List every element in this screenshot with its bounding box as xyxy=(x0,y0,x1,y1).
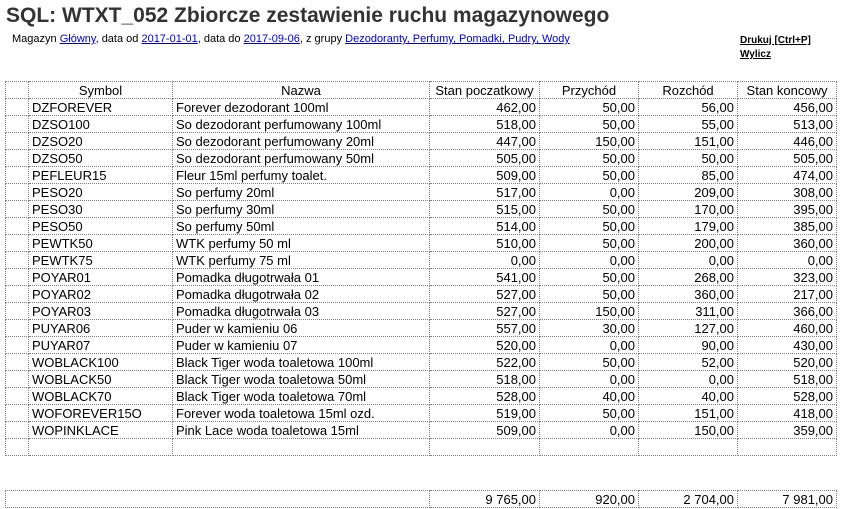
issues-cell: 50,00 xyxy=(639,150,738,167)
symbol-cell: DZSO20 xyxy=(29,133,173,150)
symbol-cell: WOFOREVER15O xyxy=(29,405,173,422)
name-cell: So perfumy 50ml xyxy=(173,218,430,235)
table-row[interactable] xyxy=(6,184,837,201)
column-header-issues[interactable]: Rozchód xyxy=(639,82,738,99)
row-spacer xyxy=(6,116,29,133)
date-from-link[interactable]: 2017-01-01 xyxy=(141,33,198,45)
total-opening-stock: 9 765,00 xyxy=(430,491,540,508)
receipts-cell: 50,00 xyxy=(540,286,639,303)
name-cell: So dezodorant perfumowany 20ml xyxy=(173,133,430,150)
issues-cell: 0,00 xyxy=(639,252,738,269)
row-spacer xyxy=(6,218,29,235)
column-header-closing-stock[interactable]: Stan koncowy xyxy=(738,82,837,99)
empty-cell xyxy=(29,439,173,456)
warehouse-link[interactable]: Główny xyxy=(59,33,96,45)
warehouse-label: Magazyn xyxy=(12,33,60,45)
movement-table xyxy=(5,81,837,456)
symbol-cell: DZSO50 xyxy=(29,150,173,167)
groups-label: , z grupy xyxy=(299,33,346,45)
name-cell: Fleur 15ml perfumy toalet. xyxy=(173,167,430,184)
totals-table xyxy=(5,490,837,508)
symbol-cell: POYAR03 xyxy=(29,303,173,320)
opening-stock-cell: 462,00 xyxy=(430,99,540,116)
closing-stock-cell: 359,00 xyxy=(738,422,837,439)
issues-cell: 209,00 xyxy=(639,184,738,201)
opening-stock-cell: 515,00 xyxy=(430,201,540,218)
receipts-cell: 0,00 xyxy=(540,337,639,354)
empty-row xyxy=(6,439,837,456)
issues-cell: 127,00 xyxy=(639,320,738,337)
column-header-receipts[interactable]: Przychód xyxy=(540,82,639,99)
name-cell: Pomadka długotrwała 03 xyxy=(173,303,430,320)
table-row[interactable] xyxy=(6,422,837,439)
table-row[interactable] xyxy=(6,235,837,252)
table-row[interactable] xyxy=(6,218,837,235)
closing-stock-cell: 418,00 xyxy=(738,405,837,422)
receipts-cell: 0,00 xyxy=(540,371,639,388)
row-spacer xyxy=(6,99,29,116)
name-cell: WTK perfumy 75 ml xyxy=(173,252,430,269)
print-button[interactable]: Drukuj [Ctrl+P] xyxy=(740,35,811,46)
closing-stock-cell: 395,00 xyxy=(738,201,837,218)
opening-stock-cell: 528,00 xyxy=(430,388,540,405)
closing-stock-cell: 323,00 xyxy=(738,269,837,286)
issues-cell: 56,00 xyxy=(639,99,738,116)
table-row[interactable] xyxy=(6,286,837,303)
closing-stock-cell: 0,00 xyxy=(738,252,837,269)
issues-cell: 150,00 xyxy=(639,422,738,439)
opening-stock-cell: 510,00 xyxy=(430,235,540,252)
name-cell: Pink Lace woda toaletowa 15ml xyxy=(173,422,430,439)
receipts-cell: 50,00 xyxy=(540,99,639,116)
empty-cell xyxy=(430,439,540,456)
opening-stock-cell: 509,00 xyxy=(430,422,540,439)
row-spacer xyxy=(6,269,29,286)
row-spacer xyxy=(6,235,29,252)
table-row[interactable] xyxy=(6,269,837,286)
closing-stock-cell: 360,00 xyxy=(738,235,837,252)
row-spacer xyxy=(6,150,29,167)
row-spacer xyxy=(6,133,29,150)
row-spacer xyxy=(6,320,29,337)
table-header-row xyxy=(6,82,837,99)
opening-stock-cell: 517,00 xyxy=(430,184,540,201)
empty-cell xyxy=(6,439,29,456)
issues-cell: 151,00 xyxy=(639,133,738,150)
table-row[interactable] xyxy=(6,167,837,184)
empty-cell xyxy=(173,439,430,456)
totals-row xyxy=(6,491,837,508)
opening-stock-cell: 518,00 xyxy=(430,116,540,133)
closing-stock-cell: 528,00 xyxy=(738,388,837,405)
report-parameters xyxy=(12,33,570,45)
receipts-cell: 50,00 xyxy=(540,150,639,167)
symbol-cell: WOBLACK100 xyxy=(29,354,173,371)
table-row[interactable] xyxy=(6,320,837,337)
opening-stock-cell: 520,00 xyxy=(430,337,540,354)
name-cell: Forever woda toaletowa 15ml ozd. xyxy=(173,405,430,422)
column-header-opening-stock[interactable]: Stan poczatkowy xyxy=(430,82,540,99)
issues-cell: 40,00 xyxy=(639,388,738,405)
empty-cell xyxy=(639,439,738,456)
receipts-cell: 50,00 xyxy=(540,167,639,184)
column-header-name[interactable]: Nazwa xyxy=(173,82,430,99)
closing-stock-cell: 518,00 xyxy=(738,371,837,388)
issues-cell: 360,00 xyxy=(639,286,738,303)
row-spacer xyxy=(6,201,29,218)
issues-cell: 0,00 xyxy=(639,371,738,388)
name-cell: Pomadka długotrwała 02 xyxy=(173,286,430,303)
closing-stock-cell: 217,00 xyxy=(738,286,837,303)
table-row[interactable] xyxy=(6,150,837,167)
closing-stock-cell: 474,00 xyxy=(738,167,837,184)
closing-stock-cell: 446,00 xyxy=(738,133,837,150)
name-cell: Black Tiger woda toaletowa 50ml xyxy=(173,371,430,388)
row-spacer xyxy=(6,337,29,354)
groups-link[interactable]: Dezodoranty, Perfumy, Pomadki, Pudry, Wody xyxy=(345,33,570,45)
column-header-symbol[interactable]: Symbol xyxy=(29,82,173,99)
name-cell: Black Tiger woda toaletowa 100ml xyxy=(173,354,430,371)
receipts-cell: 50,00 xyxy=(540,354,639,371)
opening-stock-cell: 505,00 xyxy=(430,150,540,167)
table-row[interactable] xyxy=(6,133,837,150)
opening-stock-cell: 509,00 xyxy=(430,167,540,184)
symbol-cell: DZSO100 xyxy=(29,116,173,133)
symbol-cell: PESO30 xyxy=(29,201,173,218)
date-to-label: , data do xyxy=(197,33,244,45)
row-spacer xyxy=(6,354,29,371)
row-spacer xyxy=(6,388,29,405)
row-spacer xyxy=(6,303,29,320)
header-spacer xyxy=(6,82,29,99)
closing-stock-cell: 308,00 xyxy=(738,184,837,201)
receipts-cell: 50,00 xyxy=(540,116,639,133)
symbol-cell: WOPINKLACE xyxy=(29,422,173,439)
opening-stock-cell: 522,00 xyxy=(430,354,540,371)
date-to-link[interactable]: 2017-09-06 xyxy=(243,33,300,45)
total-closing-stock: 7 981,00 xyxy=(738,491,837,508)
table-row[interactable] xyxy=(6,201,837,218)
closing-stock-cell: 520,00 xyxy=(738,354,837,371)
opening-stock-cell: 527,00 xyxy=(430,303,540,320)
row-spacer xyxy=(6,286,29,303)
name-cell: Black Tiger woda toaletowa 70ml xyxy=(173,388,430,405)
issues-cell: 170,00 xyxy=(639,201,738,218)
symbol-cell: DZFOREVER xyxy=(29,99,173,116)
closing-stock-cell: 460,00 xyxy=(738,320,837,337)
receipts-cell: 50,00 xyxy=(540,201,639,218)
symbol-cell: PEFLEUR15 xyxy=(29,167,173,184)
receipts-cell: 50,00 xyxy=(540,235,639,252)
row-spacer xyxy=(6,252,29,269)
row-spacer xyxy=(6,422,29,439)
name-cell: So dezodorant perfumowany 50ml xyxy=(173,150,430,167)
date-from-label: , data od xyxy=(95,33,142,45)
page-title: SQL: WTXT_052 Zbiorcze zestawienie ruchu magazynowego xyxy=(6,4,610,27)
issues-cell: 179,00 xyxy=(639,218,738,235)
issues-cell: 151,00 xyxy=(639,405,738,422)
row-spacer xyxy=(6,167,29,184)
opening-stock-cell: 519,00 xyxy=(430,405,540,422)
calculate-button[interactable]: Wylicz xyxy=(740,49,771,60)
symbol-cell: WOBLACK50 xyxy=(29,371,173,388)
name-cell: Forever dezodorant 100ml xyxy=(173,99,430,116)
table-row[interactable] xyxy=(6,388,837,405)
issues-cell: 85,00 xyxy=(639,167,738,184)
name-cell: Pomadka długotrwała 01 xyxy=(173,269,430,286)
closing-stock-cell: 513,00 xyxy=(738,116,837,133)
row-spacer xyxy=(6,184,29,201)
name-cell: So perfumy 20ml xyxy=(173,184,430,201)
opening-stock-cell: 527,00 xyxy=(430,286,540,303)
receipts-cell: 150,00 xyxy=(540,133,639,150)
table-row[interactable] xyxy=(6,371,837,388)
issues-cell: 200,00 xyxy=(639,235,738,252)
opening-stock-cell: 518,00 xyxy=(430,371,540,388)
closing-stock-cell: 505,00 xyxy=(738,150,837,167)
symbol-cell: PEWTK50 xyxy=(29,235,173,252)
name-cell: So dezodorant perfumowany 100ml xyxy=(173,116,430,133)
symbol-cell: PUYAR07 xyxy=(29,337,173,354)
empty-cell xyxy=(540,439,639,456)
symbol-cell: POYAR01 xyxy=(29,269,173,286)
symbol-cell: PESO20 xyxy=(29,184,173,201)
closing-stock-cell: 385,00 xyxy=(738,218,837,235)
opening-stock-cell: 541,00 xyxy=(430,269,540,286)
closing-stock-cell: 366,00 xyxy=(738,303,837,320)
opening-stock-cell: 557,00 xyxy=(430,320,540,337)
symbol-cell: PUYAR06 xyxy=(29,320,173,337)
symbol-cell: POYAR02 xyxy=(29,286,173,303)
symbol-cell: WOBLACK70 xyxy=(29,388,173,405)
row-spacer xyxy=(6,371,29,388)
closing-stock-cell: 430,00 xyxy=(738,337,837,354)
issues-cell: 268,00 xyxy=(639,269,738,286)
issues-cell: 55,00 xyxy=(639,116,738,133)
name-cell: So perfumy 30ml xyxy=(173,201,430,218)
issues-cell: 90,00 xyxy=(639,337,738,354)
table-row[interactable] xyxy=(6,337,837,354)
receipts-cell: 40,00 xyxy=(540,388,639,405)
total-issues: 2 704,00 xyxy=(639,491,738,508)
opening-stock-cell: 0,00 xyxy=(430,252,540,269)
name-cell: Puder w kamieniu 07 xyxy=(173,337,430,354)
issues-cell: 52,00 xyxy=(639,354,738,371)
receipts-cell: 30,00 xyxy=(540,320,639,337)
receipts-cell: 150,00 xyxy=(540,303,639,320)
name-cell: Puder w kamieniu 06 xyxy=(173,320,430,337)
name-cell: WTK perfumy 50 ml xyxy=(173,235,430,252)
receipts-cell: 50,00 xyxy=(540,269,639,286)
table-row[interactable] xyxy=(6,303,837,320)
receipts-cell: 0,00 xyxy=(540,252,639,269)
receipts-cell: 0,00 xyxy=(540,184,639,201)
row-spacer xyxy=(6,405,29,422)
report-actions xyxy=(740,34,811,62)
closing-stock-cell: 456,00 xyxy=(738,99,837,116)
issues-cell: 311,00 xyxy=(639,303,738,320)
table-row[interactable] xyxy=(6,99,837,116)
table-row[interactable] xyxy=(6,405,837,422)
receipts-cell: 0,00 xyxy=(540,422,639,439)
table-row[interactable] xyxy=(6,252,837,269)
receipts-cell: 50,00 xyxy=(540,405,639,422)
table-row[interactable] xyxy=(6,116,837,133)
total-receipts: 920,00 xyxy=(540,491,639,508)
symbol-cell: PEWTK75 xyxy=(29,252,173,269)
symbol-cell: PESO50 xyxy=(29,218,173,235)
opening-stock-cell: 514,00 xyxy=(430,218,540,235)
totals-spacer xyxy=(6,491,430,508)
table-row[interactable] xyxy=(6,354,837,371)
receipts-cell: 50,00 xyxy=(540,218,639,235)
opening-stock-cell: 447,00 xyxy=(430,133,540,150)
empty-cell xyxy=(738,439,837,456)
